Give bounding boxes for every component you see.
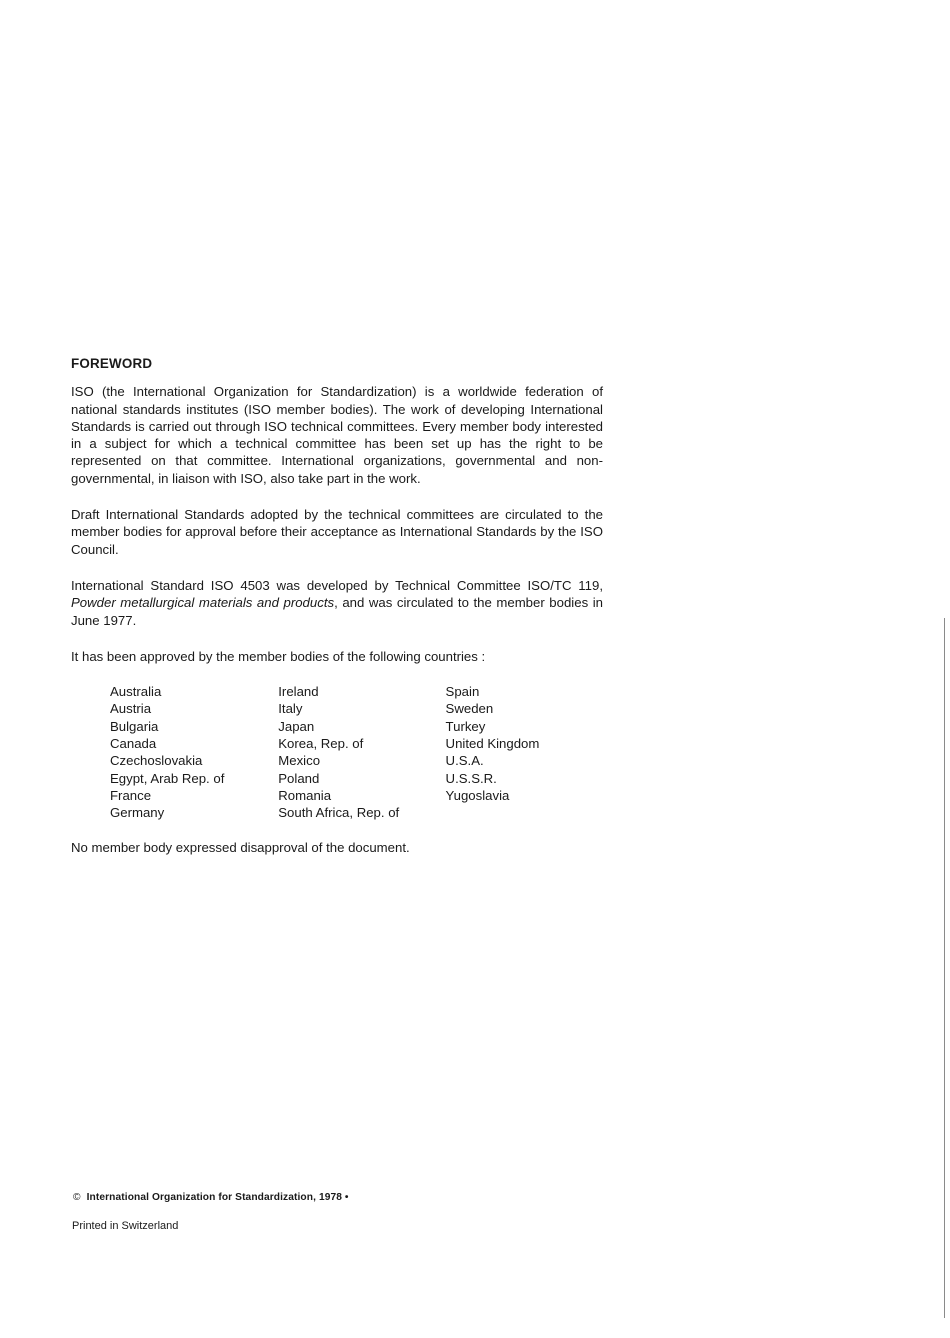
country-item: Korea, Rep. of <box>278 736 364 752</box>
country-item: France <box>110 787 152 803</box>
country-item: Japan <box>278 718 315 734</box>
committee-title: Powder metallurgical materials and products <box>71 595 335 611</box>
country-item: U.S.S.R. <box>445 770 497 786</box>
country-item: Turkey <box>445 718 486 734</box>
country-item: Mexico <box>278 753 321 769</box>
country-item: Bulgaria <box>110 718 159 734</box>
country-item: Italy <box>278 701 303 717</box>
copyright-text: International Organization for Standardization, 1978 • <box>86 1192 349 1203</box>
country-item: United Kingdom <box>445 736 540 752</box>
foreword-paragraph-3 <box>71 577 603 629</box>
country-item: Egypt, Arab Rep. of <box>110 770 225 786</box>
country-item: U.S.A. <box>445 753 484 769</box>
country-item: Ireland <box>278 684 319 700</box>
country-item: Spain <box>445 684 480 700</box>
copyright-notice <box>73 1192 349 1203</box>
country-item: Australia <box>110 684 162 700</box>
foreword-section <box>71 355 603 875</box>
country-item: Austria <box>110 701 152 717</box>
foreword-heading: FOREWORD <box>71 356 153 371</box>
foreword-paragraph-4: It has been approved by the member bodies of the following countries : <box>71 648 486 664</box>
page-edge-line <box>944 618 945 1318</box>
countries-column-1 <box>110 683 278 821</box>
member-countries-list <box>110 683 603 821</box>
country-item: Czechoslovakia <box>110 753 203 769</box>
foreword-paragraph-1: ISO (the International Organization for Standardization) is a worldwide federation of national standards institutes (ISO member bodies). The work of developing International Standards is carried out through ISO technical committees. Every member body interested in a subject for which a technical committee has been set up has the right to be represented on that committee. International organizations, governmental and non-governmental, in liaison with ISO, also take part in the work. <box>71 384 603 486</box>
foreword-paragraph-2: Draft International Standards adopted by the technical committees are circulated to the member bodies for approval before their acceptance as International Standards by the ISO Council. <box>71 507 603 557</box>
countries-column-3 <box>446 683 603 821</box>
copyright-symbol: © <box>73 1192 81 1203</box>
paragraph-3-lead: International Standard ISO 4503 was developed by Technical Committee ISO/TC 119, <box>71 577 603 593</box>
paragraph-3-tail: , and was circulated to the member bodies in June 1977. <box>71 595 603 628</box>
country-item: Yugoslavia <box>445 787 510 803</box>
country-item: Poland <box>278 770 320 786</box>
country-item: South Africa, Rep. of <box>278 805 400 821</box>
country-item: Canada <box>110 736 157 752</box>
country-item: Germany <box>110 805 165 821</box>
country-item: Sweden <box>445 701 494 717</box>
foreword-paragraph-5: No member body expressed disapproval of the document. <box>71 839 410 855</box>
country-item: Romania <box>278 787 332 803</box>
countries-column-2 <box>278 683 445 821</box>
printed-in: Printed in Switzerland <box>72 1220 179 1232</box>
